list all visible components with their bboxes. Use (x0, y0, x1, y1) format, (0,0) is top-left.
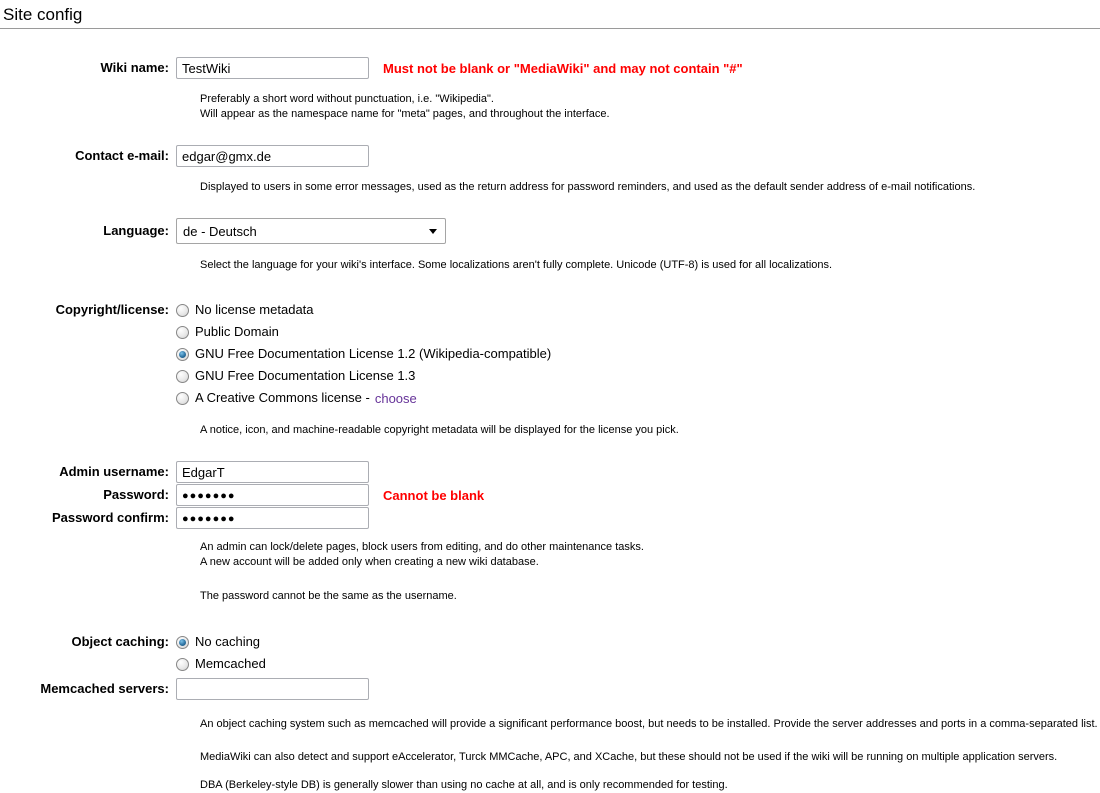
license-help-line: A notice, icon, and machine-readable copyright metadata will be displayed for the license you pick. (200, 424, 679, 436)
license-option-public-domain (176, 321, 551, 343)
memcached-help-3 (200, 778, 1100, 793)
admin-password-help (200, 589, 1100, 604)
admin-help-line1: An admin can lock/delete pages, block users from editing, and do other maintenance tasks. (200, 541, 644, 553)
license-options (176, 299, 551, 409)
admin-help (200, 540, 1100, 570)
license-option-label: GNU Free Documentation License 1.3 (195, 368, 416, 383)
wiki-name-error: Must not be blank or "MediaWiki" and may not contain "#" (383, 60, 743, 76)
wiki-name-help-line2: Will appear as the namespace name for "meta" pages, and throughout the interface. (200, 108, 610, 120)
language-help (200, 258, 1100, 273)
license-option-none (176, 299, 551, 321)
password-confirm-input[interactable] (176, 507, 369, 529)
title-divider (0, 28, 1100, 29)
contact-email-help-line: Displayed to users in some error messages, used as the return address for password reminders, and used as the default sender address of e-mail notifications. (200, 181, 976, 193)
radio-unchecked-icon[interactable] (176, 658, 189, 671)
contact-email-help (200, 180, 1100, 195)
language-select[interactable] (176, 218, 446, 244)
memcached-help-line1: An object caching system such as memcached will provide a significant performance boost, but needs to be installed. Provide the server addresses and ports in a comma-separated list. (200, 718, 1098, 730)
license-option-label: No license metadata (195, 302, 314, 317)
password-confirm-row (0, 507, 1100, 529)
radio-checked-icon[interactable] (176, 636, 189, 649)
license-option-label: A Creative Commons license - (195, 390, 370, 405)
caching-option-no-caching (176, 631, 266, 653)
language-select-value: de - Deutsch (183, 223, 257, 239)
object-caching-label: Object caching: (71, 634, 169, 649)
wiki-name-label: Wiki name: (100, 60, 169, 75)
password-error: Cannot be blank (383, 487, 485, 503)
memcached-servers-label: Memcached servers: (40, 681, 169, 696)
admin-username-label: Admin username: (59, 464, 169, 479)
memcached-help-1 (200, 717, 1100, 732)
object-caching-row (0, 631, 1100, 675)
wiki-name-input[interactable] (176, 57, 369, 79)
admin-password-help-line: The password cannot be the same as the username. (200, 590, 457, 602)
language-row (0, 218, 1100, 244)
password-label: Password: (103, 487, 169, 502)
password-confirm-label: Password confirm: (51, 510, 169, 525)
radio-unchecked-icon[interactable] (176, 326, 189, 339)
password-row (0, 484, 1100, 506)
radio-unchecked-icon[interactable] (176, 370, 189, 383)
memcached-servers-row (0, 678, 1100, 700)
admin-username-row (0, 461, 1100, 483)
caching-option-label: No caching (195, 634, 261, 649)
object-caching-options (176, 631, 266, 675)
contact-email-row (0, 145, 1100, 167)
wiki-name-help (200, 92, 1100, 122)
license-row (0, 299, 1100, 409)
caching-option-label: Memcached (195, 656, 266, 671)
license-label: Copyright/license: (55, 302, 169, 317)
contact-email-label: Contact e-mail: (75, 148, 169, 163)
wiki-name-row (0, 57, 1100, 79)
admin-help-line2: A new account will be added only when creating a new wiki database. (200, 556, 539, 568)
caching-option-memcached (176, 653, 266, 675)
page-title: Site config (3, 5, 83, 24)
contact-email-input[interactable] (176, 145, 369, 167)
memcached-help-line3: DBA (Berkeley-style DB) is generally slower than using no cache at all, and is only recommended for testing. (200, 779, 728, 791)
language-help-line: Select the language for your wiki's interface. Some localizations aren't fully complete. Unicode (UTF-8) is used for all localizations. (200, 259, 833, 271)
license-option-label: GNU Free Documentation License 1.2 (Wikipedia-compatible) (195, 346, 552, 361)
password-input[interactable] (176, 484, 369, 506)
license-help (200, 423, 1100, 438)
radio-unchecked-icon[interactable] (176, 304, 189, 317)
memcached-help-line2: MediaWiki can also detect and support eAccelerator, Turck MMCache, APC, and XCache, but these should not be used if the wiki will be running on multiple application servers. (200, 751, 1058, 763)
license-option-creative-commons (176, 387, 551, 409)
memcached-help-2 (200, 750, 1100, 765)
admin-account-block (0, 461, 1100, 529)
admin-username-input[interactable] (176, 461, 369, 483)
radio-unchecked-icon[interactable] (176, 392, 189, 405)
license-option-label: Public Domain (195, 324, 279, 339)
language-label: Language: (103, 223, 169, 238)
license-option-gfdl-1-2 (176, 343, 551, 365)
license-option-gfdl-1-3 (176, 365, 551, 387)
chevron-down-icon (429, 229, 437, 234)
choose-license-link[interactable]: choose (374, 390, 417, 406)
wiki-name-help-line1: Preferably a short word without punctuation, i.e. "Wikipedia". (200, 93, 494, 105)
memcached-servers-input[interactable] (176, 678, 369, 700)
radio-checked-icon[interactable] (176, 348, 189, 361)
